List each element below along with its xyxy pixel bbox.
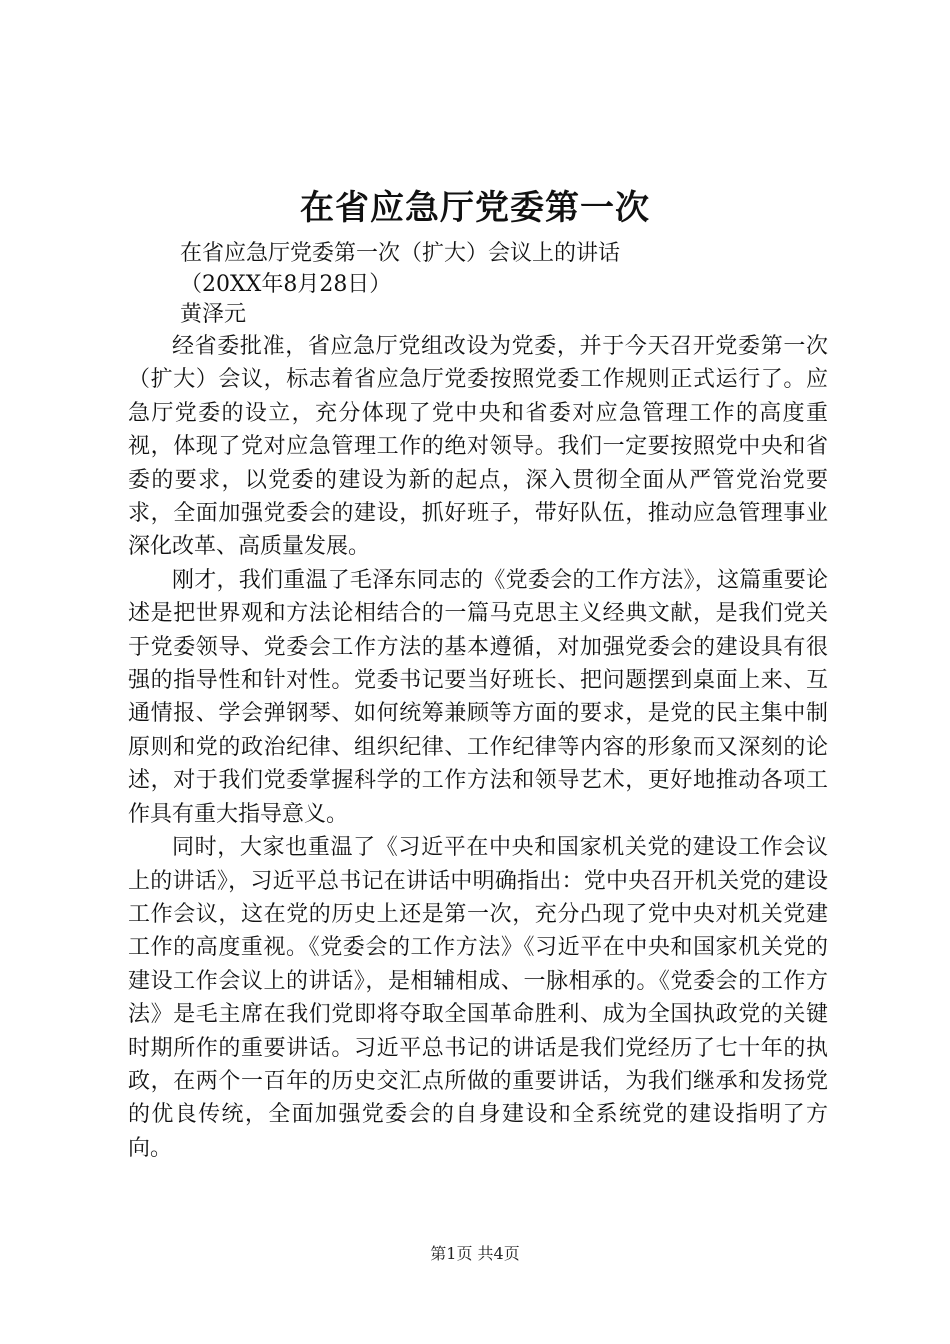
- speech-author: 黄泽元: [180, 302, 247, 327]
- speech-subtitle: 在省应急厅党委第一次（扩大）会议上的讲话: [180, 241, 621, 266]
- document-title: 在省应急厅党委第一次: [300, 188, 650, 228]
- body-paragraph: 同时，大家也重温了《习近平在中央和国家机关党的建设工作会议上的讲话》，习近平总书记在讲话中明确指出：党中央召开机关党的建设工作会议，这在党的历史上还是第一次，充分凸现了党中央对机关党建工作的高度重视。《党委会的工作方法》《习近平在中央和国家机关党的建设工作会议上的讲话》，是相辅相成、一脉相承的。《党委会的工作方法》是毛主席在我们党即将夺取全国革命胜利、成为全国执政党的关键时期所作的重要讲话。习近平总书记的讲话是我们党经历了七十年的执政，在两个一百年的历史交汇点所做的重要讲话，为我们继承和发扬党的优良传统，全面加强党委会的自身建设和全系统党的建设指明了方向。: [128, 835, 828, 1161]
- body-paragraph: 经省委批准，省应急厅党组改设为党委，并于今天召开党委第一次（扩大）会议，标志着省应急厅党委按照党委工作规则正式运行了。应急厅党委的设立，充分体现了党中央和省委对应急管理工作的高度重视，体现了党对应急管理工作的绝对领导。我们一定要按照党中央和省委的要求，以党委的建设为新的起点，深入贯彻全面从严管党治党要求，全面加强党委会的建设，抓好班子，带好队伍，推动应急管理事业深化改革、高质量发展。: [128, 334, 828, 560]
- page-number-footer: 第1页 共4页: [430, 1244, 520, 1263]
- document-body: [128, 330, 828, 1165]
- speech-date: （20XX年8月28日）: [180, 272, 392, 297]
- body-paragraph: 刚才，我们重温了毛泽东同志的《党委会的工作方法》，这篇重要论述是把世界观和方法论相结合的一篇马克思主义经典文献，是我们党关于党委领导、党委会工作方法的基本遵循，对加强党委会的建设具有很强的指导性和针对性。党委书记要当好班长、把问题摆到桌面上来、互通情报、学会弹钢琴、如何统筹兼顾等方面的要求，是党的民主集中制原则和党的政治纪律、组织纪律、工作纪律等内容的形象而又深刻的论述，对于我们党委掌握科学的工作方法和领导艺术，更好地推动各项工作具有重大指导意义。: [128, 567, 828, 827]
